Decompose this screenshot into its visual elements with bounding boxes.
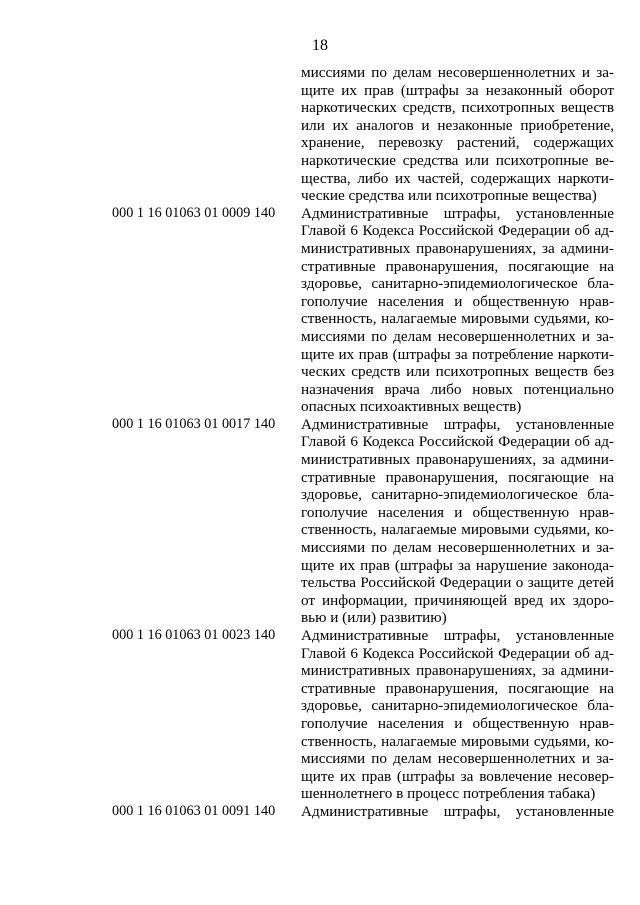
table-row [0,205,640,416]
description-line: миссиями по делам несовершеннолетних и за- [301,327,614,345]
description-line: ственность, налагаемые мировыми судьями, ко- [301,732,614,750]
description-line: наркотических средств, психотропных веществ [301,99,614,117]
description-line: стративные правонарушения, посягающие на [301,257,614,275]
table-row [0,803,640,821]
description-line: щите их прав (штрафы за потребление наркоти- [301,345,614,363]
description-line: щите их прав (штрафы за незаконный оборот [301,81,614,99]
budget-code: 000 1 16 01063 01 0091 140 [112,802,276,819]
description-line: ственность, налагаемые мировыми судьями, ко- [301,310,614,328]
code-description [301,627,614,803]
description-line: щите их прав (штрафы за вовлечение несовер- [301,767,614,785]
description-line: здоровье, санитарно-эпидемиологическое бла- [301,486,614,504]
description-line: министративных правонарушениях, за админи- [301,239,614,257]
description-line: министративных правонарушениях, за админи- [301,662,614,680]
budget-code [0,64,301,205]
description-line: опасных психоактивных веществ) [301,398,522,416]
description-line: здоровье, санитарно-эпидемиологическое бла- [301,275,614,293]
description-line: гополучие населения и общественную нрав- [301,714,614,732]
description-line: или их аналогов и незаконные приобретение, [301,116,614,134]
description-line: гополучие населения и общественную нрав- [301,503,614,521]
description-line: вью и (или) развитию) [301,609,447,627]
budget-code: 000 1 16 01063 01 0009 140 [112,204,276,221]
description-line: ственность, налагаемые мировыми судьями, ко- [301,521,614,539]
description-line: наркотические средства или психотропные ве- [301,151,614,169]
code-description [301,205,614,416]
description-line: Главой 6 Кодекса Российской Федерации об ад- [301,644,614,662]
description-line: Главой 6 Кодекса Российской Федерации об ад- [301,222,614,240]
budget-code: 000 1 16 01063 01 0017 140 [112,415,276,432]
description-line: ческие средства или психотропные вещества) [301,187,597,205]
description-line: стративные правонарушения, посягающие на [301,679,614,697]
budget-codes-table [0,64,640,821]
description-line: миссиями по делам несовершеннолетних и за- [301,539,614,557]
description-line: Главой 6 Кодекса Российской Федерации об ад- [301,433,614,451]
description-line: министративных правонарушениях, за админи- [301,451,614,469]
description-line: гополучие населения и общественную нрав- [301,292,614,310]
table-row [0,416,640,627]
description-line: назначения врача либо новых потенциально [301,380,614,398]
budget-code: 000 1 16 01063 01 0023 140 [112,627,276,643]
description-line: щества, либо их частей, содержащих наркоти- [301,169,614,187]
description-line: миссиями по делам несовершеннолетних и за- [301,750,614,768]
description-line: Административные штрафы, установленные [301,802,614,820]
description-line: щите их прав (штрафы за нарушение законода- [301,556,614,574]
code-description [301,416,614,627]
code-description [301,64,614,205]
table-row [0,627,640,803]
description-line: Административные штрафы, установленные [301,415,614,433]
description-line: от информации, причиняющей вред их здоро- [301,591,614,609]
description-line: здоровье, санитарно-эпидемиологическое бла- [301,697,614,715]
description-line: хранение, перевозку растений, содержащих [301,134,614,152]
code-description [301,803,614,821]
description-line: Административные штрафы, установленные [301,204,614,222]
description-line: ческих средств или психотропных веществ без [301,363,614,381]
description-line: миссиями по делам несовершеннолетних и за- [301,64,614,81]
description-line: тельства Российской Федерации о защите детей [301,574,614,592]
description-line: шеннолетнего в процесс потребления табака) [301,785,596,803]
page-number: 18 [312,37,328,54]
description-line: Административные штрафы, установленные [301,627,614,644]
table-row [0,64,640,205]
description-line: стративные правонарушения, посягающие на [301,468,614,486]
